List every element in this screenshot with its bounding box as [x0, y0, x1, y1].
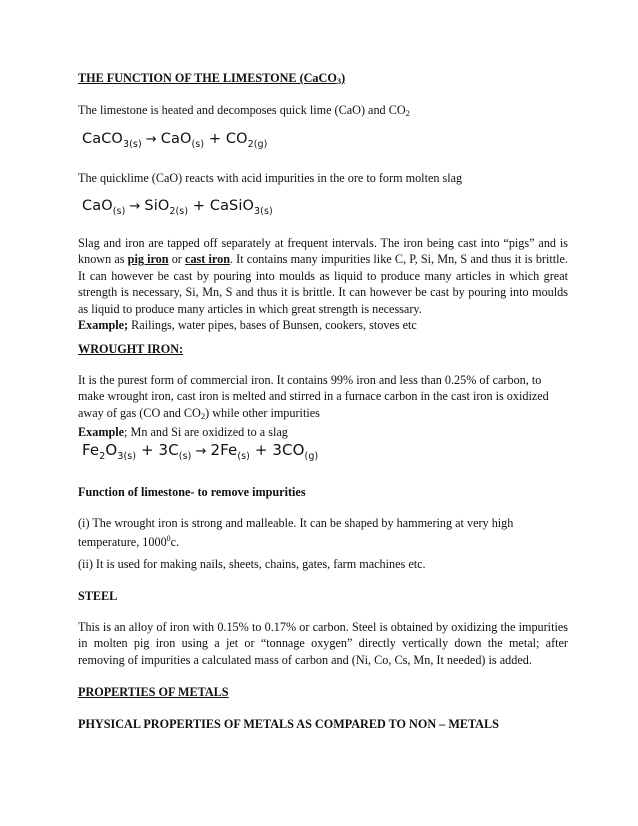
reaction-arrow: →	[129, 199, 141, 214]
equation-slag-formation	[82, 198, 273, 217]
eq-subscript: (s)	[191, 139, 205, 150]
properties-of-metals-heading: PROPERTIES OF METALS	[78, 685, 229, 699]
reaction-arrow: →	[145, 132, 157, 147]
paragraph-text: The limestone is heated and decomposes quick lime (CaO) and CO	[78, 103, 406, 117]
paragraph-text: (i) The wrought iron is strong and malleable. It can be shaped by hammering at very high temperature, 1000	[78, 516, 514, 550]
heading-text-end: )	[341, 71, 346, 85]
term-cast-iron: cast iron	[185, 252, 230, 267]
eq-subscript: 3(s)	[122, 139, 142, 150]
paragraph-subscript: 2	[200, 410, 206, 421]
eq-term: CaO	[82, 198, 113, 214]
eq-plus: +	[188, 198, 210, 214]
eq-term: Fe	[82, 441, 100, 459]
function-limestone-heading: Function of limestone- to remove impurities	[78, 485, 306, 499]
paragraph-superscript: 0	[166, 534, 171, 544]
eq-term: + 3CO	[250, 441, 305, 459]
equation-limestone-decomposition	[82, 131, 267, 150]
paragraph-text: It is the purest form of commercial iron. It contains 99% iron and less than 0.25% of carbon, to make wrought iron, cast iron is melted and stirred in a furnace carbon in the cast iron is oxidized away of gas (CO and CO	[78, 373, 549, 420]
eq-plus: +	[204, 131, 226, 147]
eq-term: O	[105, 441, 118, 459]
eq-term: + 3C	[136, 441, 179, 459]
eq-subscript: 2(g)	[247, 139, 268, 150]
heading-subscript: 3	[336, 76, 342, 86]
steel-heading: STEEL	[78, 589, 118, 603]
eq-subscript: (g)	[304, 451, 319, 462]
paragraph-text: . It contains many impurities like C, P, Si, Mn, S and thus it is brittle. It can however be cast by pouring into moulds as liquid to produce many articles in which great strength is necessary, Si, Mn, S and thus it is brittle. It can however be cast by pouring into moulds as liquid to produce many articles in which great strength is necessary.	[78, 252, 568, 316]
equation-iron-oxide-reduction	[82, 441, 318, 462]
eq-term: SiO	[144, 198, 170, 214]
wrought-iron-property-1	[78, 515, 558, 551]
paragraph-text: c.	[170, 535, 180, 550]
eq-term: CO	[225, 131, 248, 147]
eq-subscript: (s)	[112, 206, 126, 217]
paragraph-subscript: 2	[405, 108, 410, 118]
steel-paragraph: This is an alloy of iron with 0.15% to 0.17% or carbon. Steel is obtained by oxidizing the impurities in molten pig iron using a jet or “tonnage oxygen” directly vertically down the metal; after removing of impurities a calculated mass of carbon and (Ni, Co, Cs, Mn, It needed) is added.	[78, 620, 568, 667]
eq-subscript: (s)	[178, 451, 192, 462]
eq-subscript: 3(s)	[254, 206, 273, 217]
eq-subscript: 2	[99, 451, 106, 462]
example-label: Example	[78, 425, 125, 440]
eq-term: 2Fe	[210, 441, 238, 459]
slag-iron-paragraph	[78, 235, 568, 333]
eq-subscript: (s)	[237, 451, 250, 462]
heading-text: THE FUNCTION OF THE LIMESTONE (CaCO	[78, 71, 337, 85]
paragraph-text: Slag and iron are tapped off separately at frequent intervals. The iron being cast into “pigs” and is known as	[78, 236, 568, 267]
paragraph-text: or	[168, 252, 186, 267]
paragraph-text: ) while other impurities	[205, 405, 320, 420]
eq-subscript: 2(s)	[169, 206, 189, 217]
wrought-iron-heading: WROUGHT IRON:	[78, 342, 184, 356]
eq-subscript: 3(s)	[117, 451, 137, 462]
wrought-iron-paragraph	[78, 372, 568, 441]
example-text: ; Mn and Si are oxidized to a slag	[124, 425, 288, 440]
example-label: Example;	[78, 318, 129, 333]
limestone-paragraph	[78, 102, 568, 121]
example-text: Railings, water pipes, bases of Bunsen, cookers, stoves etc	[128, 318, 417, 333]
eq-term: CaCO	[82, 131, 123, 147]
physical-properties-heading: PHYSICAL PROPERTIES OF METALS AS COMPARED TO NON – METALS	[78, 717, 499, 731]
limestone-function-heading	[78, 70, 568, 89]
reaction-arrow: →	[195, 444, 207, 459]
eq-term: CaO	[160, 131, 192, 147]
quicklime-paragraph: The quicklime (CaO) reacts with acid impurities in the ore to form molten slag	[78, 171, 463, 185]
term-pig-iron: pig iron	[127, 252, 169, 267]
eq-term: CaSiO	[209, 198, 254, 214]
wrought-iron-property-2: (ii) It is used for making nails, sheets, chains, gates, farm machines etc.	[78, 557, 426, 571]
